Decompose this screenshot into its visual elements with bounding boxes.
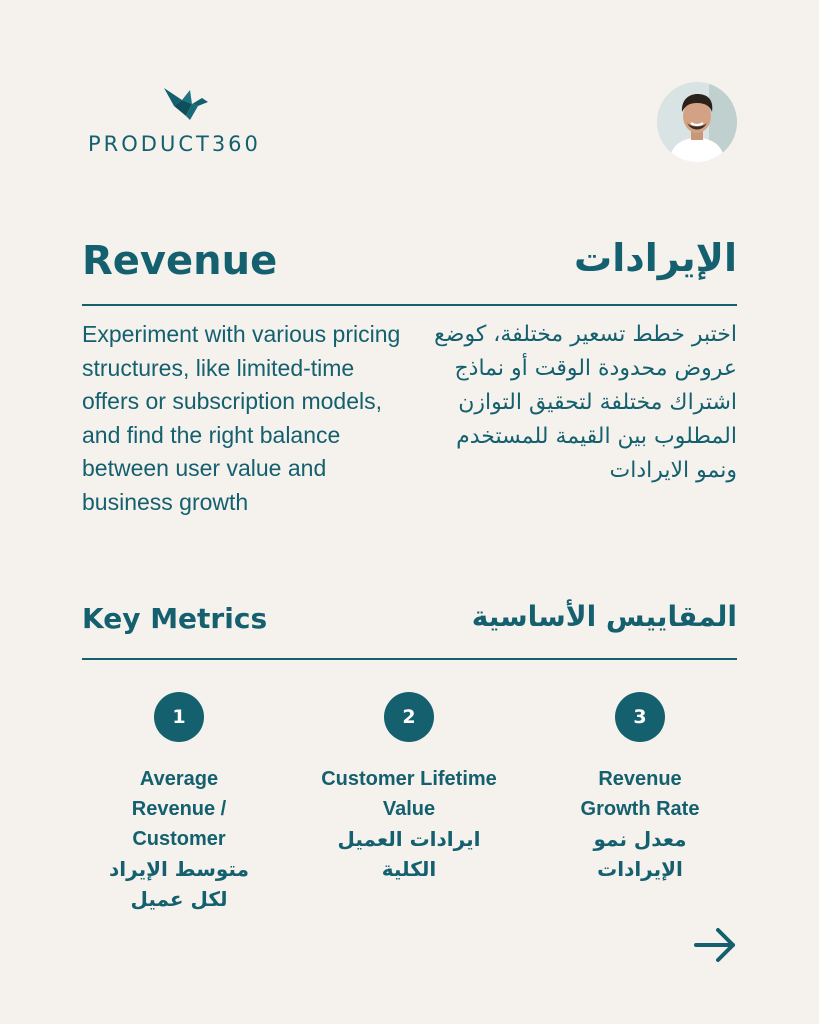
- page-title-en: Revenue: [82, 238, 278, 284]
- metric-item: [79, 692, 279, 914]
- metric-number-badge: 1: [154, 692, 204, 742]
- metric-item: [309, 692, 509, 884]
- bird-logo-icon: [160, 86, 210, 122]
- arrow-right-icon[interactable]: [693, 925, 739, 965]
- metric-label-ar: متوسط الإيراد لكل عميل: [109, 857, 249, 911]
- key-metrics-title-ar: المقاييس الأساسية: [471, 600, 737, 633]
- brand-name: PRODUCT360: [88, 132, 261, 156]
- title-divider: [82, 304, 737, 306]
- metric-label-en: Average Revenue / Customer: [131, 768, 227, 850]
- metric-label-en: Customer Lifetime Value: [321, 768, 497, 820]
- metric-label-ar: ايرادات العميل الكلية: [337, 827, 481, 881]
- avatar: [657, 82, 737, 162]
- metrics-divider: [82, 658, 737, 660]
- metric-number-badge: 2: [384, 692, 434, 742]
- metric-label-ar: معدل نمو الإيرادات: [593, 827, 687, 881]
- page-title-ar: الإيرادات: [574, 236, 737, 280]
- description-en: Experiment with various pricing structures, like limited-time offers or subscription models, and find the right balance between user value and business growth: [82, 321, 401, 515]
- metric-number-badge: 3: [615, 692, 665, 742]
- description-ar: اختبر خطط تسعير مختلفة، كوضع عروض محدودة الوقت أو نماذج اشتراك مختلفة لتحقيق التوازن المطلوب بين القيمة للمستخدم ونمو الايرادات: [434, 322, 737, 483]
- key-metrics-title-en: Key Metrics: [82, 602, 268, 635]
- metric-label-en: Revenue Growth Rate: [580, 768, 700, 820]
- metric-item: [540, 692, 740, 884]
